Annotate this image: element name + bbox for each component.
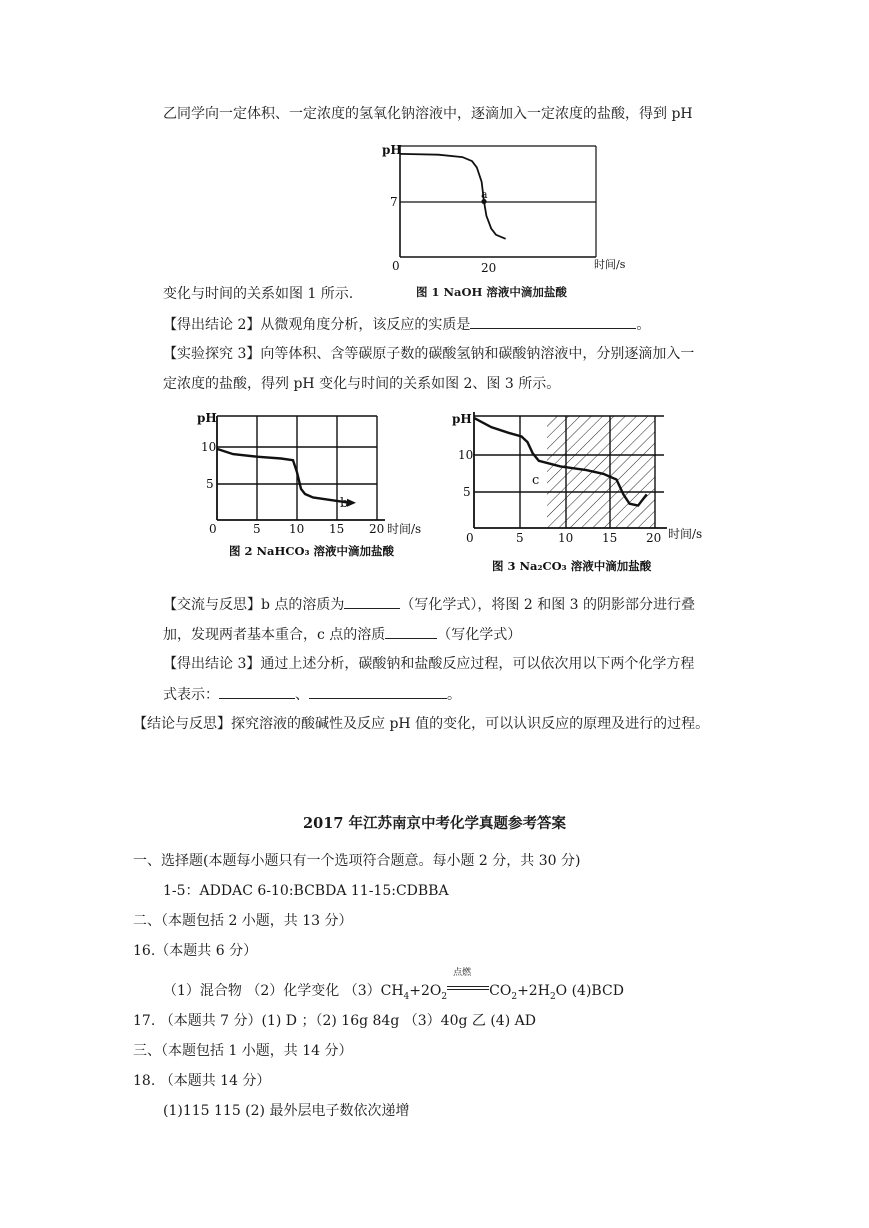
conclusion2-answer-blank[interactable] xyxy=(470,314,636,329)
answers-q18-header: 18. （本题共 14 分） xyxy=(133,1073,271,1089)
fig2-xlabel: 时间/s xyxy=(387,522,422,536)
conclusion3-blank-2[interactable] xyxy=(309,684,447,699)
q16-part-c: CO xyxy=(489,983,512,999)
fig3-ytick-5: 5 xyxy=(463,485,471,499)
q16-part-e: O (4)BCD xyxy=(555,983,624,999)
figure-2 xyxy=(195,408,435,568)
experiment3-label: 【实验探究 3】 xyxy=(163,346,261,362)
fig2-annotation-b: b xyxy=(340,496,349,511)
exchange-text4: （写化学式） xyxy=(437,627,522,643)
fig2-xtick-10: 10 xyxy=(289,522,305,536)
reflection-label: 【结论与反思】 xyxy=(133,716,231,732)
conclusion3-blank-1[interactable] xyxy=(219,684,295,699)
fig2-caption: 图 2 NaHCO₃ 溶液中滴加盐酸 xyxy=(229,544,395,558)
conclusion2-line xyxy=(163,314,650,335)
exchange-c-blank[interactable] xyxy=(385,624,437,639)
fig1-annotation-a: a xyxy=(481,188,488,201)
fig1-origin: 0 xyxy=(392,259,400,273)
fig2-ytick-5: 5 xyxy=(206,477,214,491)
fig1-caption: 图 1 NaOH 溶液中滴加盐酸 xyxy=(416,285,567,299)
answers-q16-body xyxy=(163,968,624,1007)
fig3-origin: 0 xyxy=(466,531,474,545)
fig2-arrow xyxy=(347,499,356,507)
fig3-xtick-15: 15 xyxy=(602,531,618,545)
q16-sub-4: 4 xyxy=(403,991,410,1002)
fig1-relation-text: 变化与时间的关系如图 1 所示. xyxy=(163,286,354,302)
exchange-text1: b 点的溶质为 xyxy=(261,597,345,613)
q16-part-b: +2O xyxy=(409,983,442,999)
conclusion2-text: 从微观角度分析，该反应的实质是 xyxy=(260,317,471,333)
fig3-xtick-20: 20 xyxy=(646,531,662,545)
answers-section-1: 一、选择题(本题每小题只有一个选项符合题意。每小题 2 分，共 30 分) xyxy=(133,853,581,869)
answers-title: 2017 年江苏南京中考化学真题参考答案 xyxy=(303,815,566,832)
fig3-xlabel: 时间/s xyxy=(668,527,703,541)
fig1-curve xyxy=(400,154,506,239)
fig3-annotation-c: c xyxy=(532,473,540,488)
fig2-xtick-15: 15 xyxy=(329,522,345,536)
conclusion3-sep: 、 xyxy=(295,687,309,703)
q16-part-a: （1）混合物 （2）化学变化 （3）CH xyxy=(163,983,404,999)
intro-text: 乙同学向一定体积、一定浓度的氢氧化钠溶液中，逐滴加入一定浓度的盐酸，得到 pH xyxy=(163,106,693,122)
answers-section-2: 二、（本题包括 2 小题，共 13 分） xyxy=(133,913,353,929)
q16-part-d: +2H xyxy=(517,983,550,999)
q16-sub-2c: 2 xyxy=(549,991,556,1002)
experiment3-line1 xyxy=(163,344,694,364)
reflection-text: 探究溶液的酸碱性及反应 pH 值的变化，可以认识反应的原理及进行的过程。 xyxy=(231,716,710,732)
fig3-shaded-region xyxy=(547,416,655,528)
exchange-b-blank[interactable] xyxy=(344,594,400,609)
fig3-ytick-10: 10 xyxy=(458,448,474,462)
experiment3-line2: 定浓度的盐酸，得列 pH 变化与时间的关系如图 2、图 3 所示。 xyxy=(163,376,561,392)
answers-q16-header: 16.（本题共 6 分） xyxy=(133,943,258,959)
conclusion3-text1: 通过上述分析，碳酸钠和盐酸反应过程，可以依次用以下两个化学方程 xyxy=(260,656,695,672)
conclusion3-text2: 式表示： xyxy=(163,687,219,703)
fig2-grid xyxy=(217,416,385,520)
fig1-plot-box xyxy=(400,146,596,257)
q16-reaction-arrow xyxy=(447,968,489,995)
fig2-origin: 0 xyxy=(209,522,217,536)
exchange-text2: （写化学式），将图 2 和图 3 的阴影部分进行叠 xyxy=(400,597,696,613)
fig1-ytick-7: 7 xyxy=(390,195,398,209)
answers-q18-body: (1)115 115 (2) 最外层电子数依次递增 xyxy=(163,1103,410,1119)
fig1-xlabel: 时间/s xyxy=(594,258,626,271)
answers-q17: 17. （本题共 7 分）(1) D ；（2) 16g 84g （3）40g 乙 (4) AD xyxy=(133,1013,536,1029)
fig1-xtick-20: 20 xyxy=(481,261,497,275)
q16-condition: 点燃 xyxy=(453,968,472,978)
fig2-xtick-20: 20 xyxy=(369,522,385,536)
fig2-curve xyxy=(217,449,349,503)
reflection-line xyxy=(133,714,709,734)
q16-sub-2b: 2 xyxy=(511,991,518,1002)
answers-section-1-answers: 1-5：ADDAC 6-10:BCBDA 11-15:CDBBA xyxy=(163,883,449,899)
conclusion2-label: 【得出结论 2】 xyxy=(163,317,261,333)
fig2-xtick-5: 5 xyxy=(253,522,261,536)
q16-sub-2a: 2 xyxy=(441,991,448,1002)
experiment3-text1: 向等体积、含等碳原子数的碳酸氢钠和碳酸钠溶液中，分别逐滴加入一 xyxy=(260,346,695,362)
fig3-caption: 图 3 Na₂CO₃ 溶液中滴加盐酸 xyxy=(492,559,652,573)
exchange-line1 xyxy=(163,594,695,615)
exchange-text3: 加，发现两者基本重合，c 点的溶质 xyxy=(163,627,386,643)
fig2-ylabel: pH xyxy=(197,411,217,425)
exchange-line2 xyxy=(163,624,521,645)
fig3-ylabel: pH xyxy=(452,412,472,426)
figure-3 xyxy=(452,408,712,583)
conclusion2-end: 。 xyxy=(636,317,651,333)
fig1-ylabel: pH xyxy=(382,143,402,157)
conclusion3-end: 。 xyxy=(447,687,461,703)
conclusion3-label: 【得出结论 3】 xyxy=(163,656,261,672)
fig3-xtick-5: 5 xyxy=(516,531,524,545)
conclusion3-line1 xyxy=(163,654,694,674)
conclusion3-line2 xyxy=(163,684,461,705)
fig3-xtick-10: 10 xyxy=(558,531,574,545)
fig2-ytick-10: 10 xyxy=(201,440,217,454)
exchange-label: 【交流与反思】 xyxy=(163,597,261,613)
figure-1 xyxy=(378,140,628,300)
answers-section-3: 三、（本题包括 1 小题，共 14 分） xyxy=(133,1043,353,1059)
